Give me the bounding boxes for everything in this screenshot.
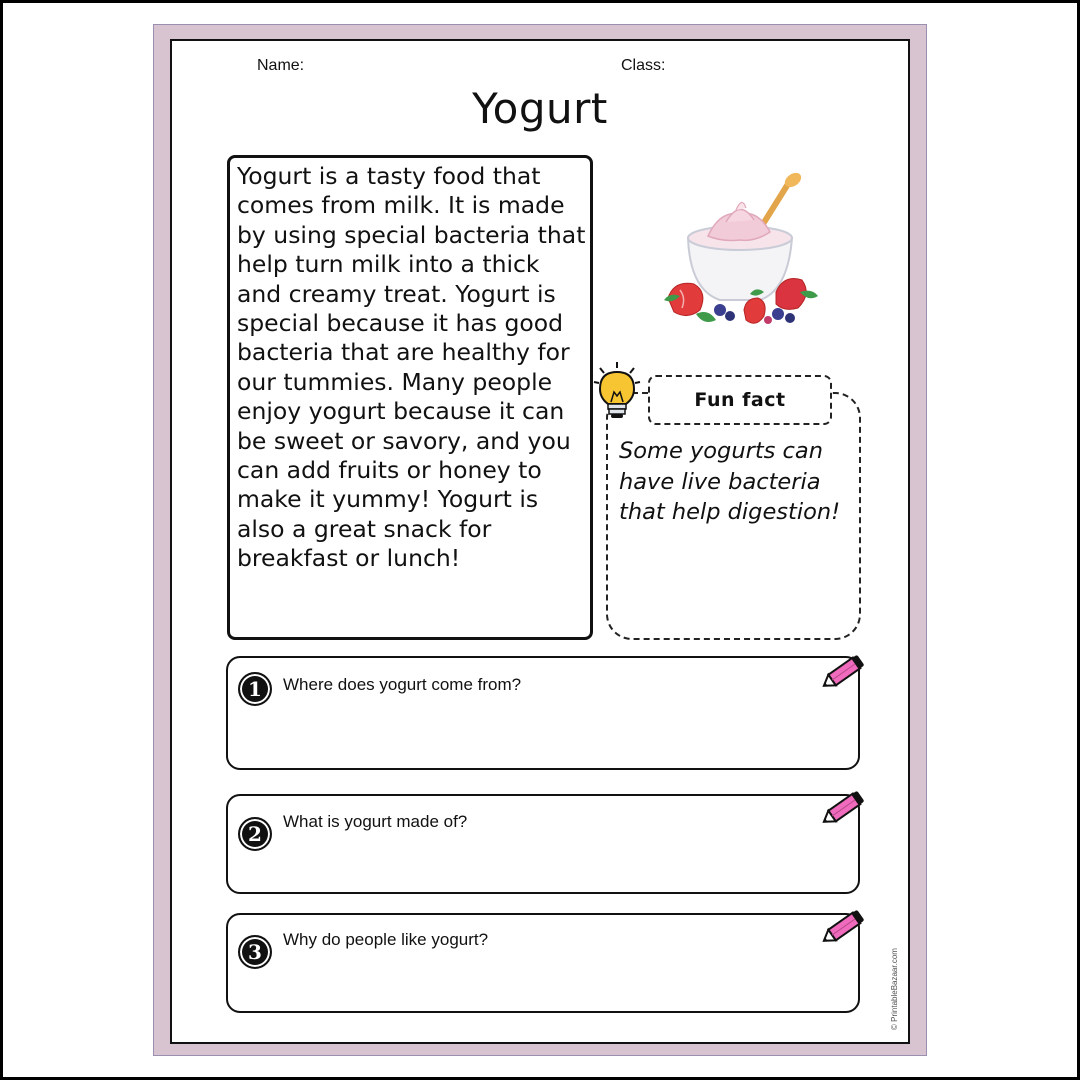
reading-passage: Yogurt is a tasty food that comes from milk. It is made by using special bacteria that help turn milk into a thick and creamy treat. Yogurt is special because it has good bacteria that are healthy for our tummies. Many people enjoy yogurt because it can be sweet or savory, and you can add fruits or honey to make it yummy! Yogurt is also a great snack for breakfast or lunch! bbox=[237, 162, 586, 573]
yogurt-bowl-icon bbox=[660, 170, 820, 335]
fun-fact-label: Fun fact bbox=[648, 375, 832, 425]
copyright-notice: © PrintableBazaar.com bbox=[890, 948, 899, 1030]
pencil-icon bbox=[818, 905, 868, 951]
lightbulb-icon bbox=[592, 360, 642, 422]
question-3-answer-box[interactable] bbox=[226, 913, 860, 1013]
question-2-answer-box[interactable] bbox=[226, 794, 860, 894]
pencil-icon bbox=[818, 650, 868, 696]
class-label: Class: bbox=[621, 57, 666, 74]
question-3-number: 3 bbox=[238, 935, 272, 969]
page-title: Yogurt bbox=[472, 84, 608, 133]
question-2-text: What is yogurt made of? bbox=[283, 812, 468, 831]
fun-fact-text: Some yogurts can have live bacteria that help digestion! bbox=[619, 438, 841, 525]
question-1-text: Where does yogurt come from? bbox=[283, 675, 522, 694]
question-1-number: 1 bbox=[238, 672, 272, 706]
question-1-answer-box[interactable] bbox=[226, 656, 860, 770]
question-3-text: Why do people like yogurt? bbox=[283, 930, 489, 949]
name-label: Name: bbox=[257, 57, 305, 74]
pencil-icon bbox=[818, 786, 868, 832]
question-2-number: 2 bbox=[238, 817, 272, 851]
